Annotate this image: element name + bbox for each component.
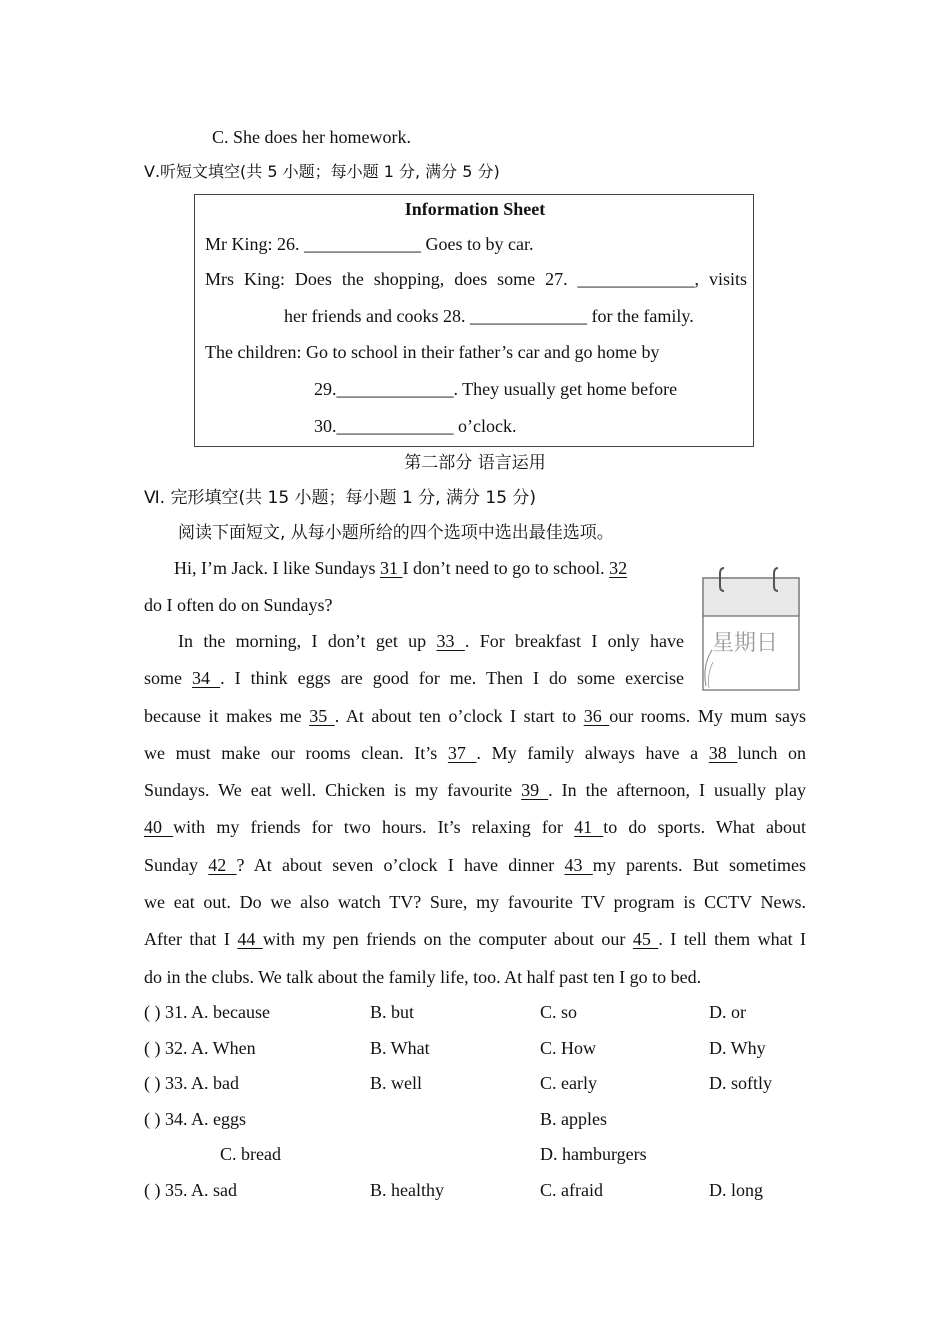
blank-31: 31 xyxy=(379,558,403,578)
info-sheet-title: Information Sheet xyxy=(404,199,546,219)
calendar-icon xyxy=(700,566,802,692)
question-number: ( ) 35. A. sad xyxy=(144,1180,237,1200)
part-2-title: 第二部分 语言运用 xyxy=(404,453,546,473)
option-c: C. early xyxy=(540,1073,597,1093)
calendar-label: 星期日 xyxy=(712,631,779,656)
option-c: C. so xyxy=(540,1002,578,1022)
blank-34: 34 xyxy=(192,668,221,688)
passage-line: we eat out. Do we also watch TV? Sure, my favourite TV program is CCTV News. xyxy=(144,892,806,912)
passage-line: do in the clubs. We talk about the family life, too. At half past ten I go to bed. xyxy=(144,967,702,987)
info-row-children-cont2: 30._____________ o’clock. xyxy=(314,416,517,436)
blank-32: 32 xyxy=(609,558,628,578)
option-b: B. healthy xyxy=(370,1180,444,1200)
section-6-instruction: 阅读下面短文, 从每小题所给的四个选项中选出最佳选项。 xyxy=(178,523,614,543)
section-6-heading: Ⅵ. 完形填空(共 15 小题；每小题 1 分, 满分 15 分) xyxy=(144,488,537,508)
option-b: B. What xyxy=(370,1038,430,1058)
passage-line: Sunday 42 ? At about seven o’clock I have dinner 43 my parents. But sometimes xyxy=(144,855,807,875)
info-row-children: The children: Go to school in their father’s car and go home by xyxy=(205,342,660,362)
option-d: D. hamburgers xyxy=(540,1144,647,1164)
question-number: ( ) 33. A. bad xyxy=(144,1073,239,1093)
blank-45: 45 xyxy=(632,929,659,949)
passage-line: Sundays. We eat well. Chicken is my favourite 39 . In the afternoon, I usually play xyxy=(144,780,807,800)
prev-option-c: C. She does her homework. xyxy=(212,127,411,147)
option-c: C. How xyxy=(540,1038,597,1058)
passage-line: Hi, I’m Jack. I like Sundays 31 I don’t need to go to school. 32 xyxy=(174,558,628,578)
passage-line: because it makes me 35 . At about ten o’clock I start to 36 our rooms. My mum says xyxy=(144,706,806,726)
information-sheet-box xyxy=(194,194,754,447)
passage-line: some 34 . I think eggs are good for me. Then I do some exercise xyxy=(144,668,685,688)
option-c: C. bread xyxy=(220,1144,281,1164)
passage-line: In the morning, I don’t get up 33 . For breakfast I only have xyxy=(178,631,684,651)
section-5-heading: Ⅴ.听短文填空(共 5 小题；每小题 1 分, 满分 5 分) xyxy=(144,162,500,181)
option-b: B. but xyxy=(370,1002,415,1022)
passage-line: do I often do on Sundays? xyxy=(144,595,333,615)
blank-35: 35 xyxy=(309,706,335,726)
option-b: B. well xyxy=(370,1073,422,1093)
question-number: ( ) 31. A. because xyxy=(144,1002,270,1022)
blank-38: 38 xyxy=(708,743,738,763)
blank-33: 33 xyxy=(436,631,465,651)
info-row-mrs-king-cont: her friends and cooks 28. _____________ for the family. xyxy=(284,306,694,326)
blank-42: 42 xyxy=(208,855,237,875)
blank-36: 36 xyxy=(583,706,610,726)
option-d: D. or xyxy=(709,1002,746,1022)
passage-line: 40 with my friends for two hours. It’s relaxing for 41 to do sports. What about xyxy=(144,817,807,837)
passage-line: After that I 44 with my pen friends on the computer about our 45 . I tell them what I xyxy=(144,929,807,949)
blank-41: 41 xyxy=(574,817,604,837)
question-number: ( ) 34. A. eggs xyxy=(144,1109,246,1129)
question-number: ( ) 32. A. When xyxy=(144,1038,256,1058)
info-row-children-cont: 29._____________. They usually get home before xyxy=(314,379,678,399)
passage-line: we must make our rooms clean. It’s 37 . My family always have a 38 lunch on xyxy=(144,743,807,763)
blank-43: 43 xyxy=(564,855,593,875)
blank-44: 44 xyxy=(237,929,263,949)
calendar-illustration xyxy=(700,566,802,692)
option-b: B. apples xyxy=(540,1109,607,1129)
info-row-mr-king: Mr King: 26. _____________ Goes to by car. xyxy=(205,234,534,254)
option-d: D. long xyxy=(709,1180,763,1200)
option-d: D. softly xyxy=(709,1073,772,1093)
option-d: D. Why xyxy=(709,1038,766,1058)
blank-39: 39 xyxy=(521,780,549,800)
blank-40: 40 xyxy=(144,817,174,837)
blank-37: 37 xyxy=(447,743,477,763)
info-row-mrs-king: Mrs King: Does the shopping, does some 27. _____________, visits xyxy=(205,269,747,289)
option-c: C. afraid xyxy=(540,1180,603,1200)
